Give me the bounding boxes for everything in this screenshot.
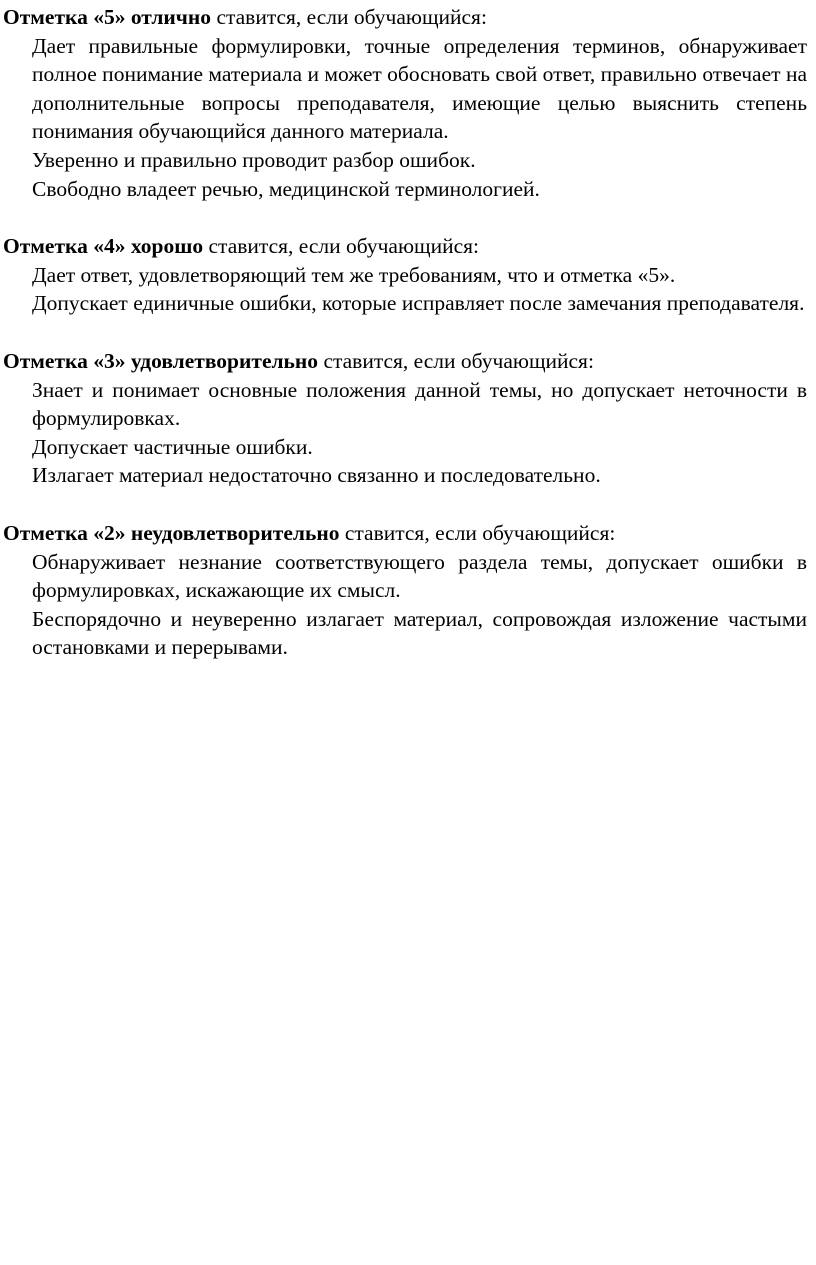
criterion-paragraph: Обнаруживает незнание соответствующего раздела темы, допускает ошибки в формулировках, искажающие их смысл. (32, 549, 807, 603)
criterion-paragraph: Свободно владеет речью, медицинской терминологией. (32, 176, 540, 201)
criterion-paragraph: Знает и понимает основные положения данной темы, но допускает неточности в формулировках. (32, 377, 807, 431)
criterion-paragraph: Допускает единичные ошибки, которые исправляет после замечания преподавателя. (32, 291, 805, 316)
grade-condition: ставится, если обучающийся: (318, 348, 594, 373)
criterion-paragraph: Дает правильные формулировки, точные определения терминов, обнаруживает полное понимание материала и может обосновать свой ответ, правильно отвечает на дополнительные вопросы преподавателя, имеющие целью выяснить степень понимания обучающийся данного материала. (32, 33, 807, 144)
section-heading (3, 232, 807, 261)
grade-section-3 (3, 347, 807, 490)
grade-condition: ставится, если обучающийся: (211, 5, 487, 29)
grade-section-4 (3, 232, 807, 318)
grade-title: Отметка «4» хорошо (3, 234, 204, 259)
criterion-paragraph: Уверенно и правильно проводит разбор ошибок. (32, 147, 476, 172)
grade-title: Отметка «2» неудовлетворительно (3, 520, 340, 545)
section-heading (3, 3, 807, 32)
grade-title: Отметка «3» удовлетворительно (3, 348, 319, 373)
criterion-paragraph: Дает ответ, удовлетворяющий тем же требованиям, что и отметка «5». (32, 262, 676, 287)
criterion-paragraph: Беспорядочно и неуверенно излагает материал, сопровождая изложение частыми остановками и перерывами. (32, 606, 807, 660)
section-heading (3, 519, 807, 548)
grade-title: Отметка «5» отлично (3, 5, 212, 29)
grade-condition: ставится, если обучающийся: (339, 520, 616, 545)
section-heading (3, 347, 807, 376)
grade-section-2 (3, 519, 807, 662)
criterion-paragraph: Излагает материал недостаточно связанно и последовательно. (32, 463, 601, 488)
criterion-paragraph: Допускает частичные ошибки. (32, 434, 313, 459)
grade-condition: ставится, если обучающийся: (203, 234, 479, 259)
grade-section-5 (3, 3, 807, 203)
